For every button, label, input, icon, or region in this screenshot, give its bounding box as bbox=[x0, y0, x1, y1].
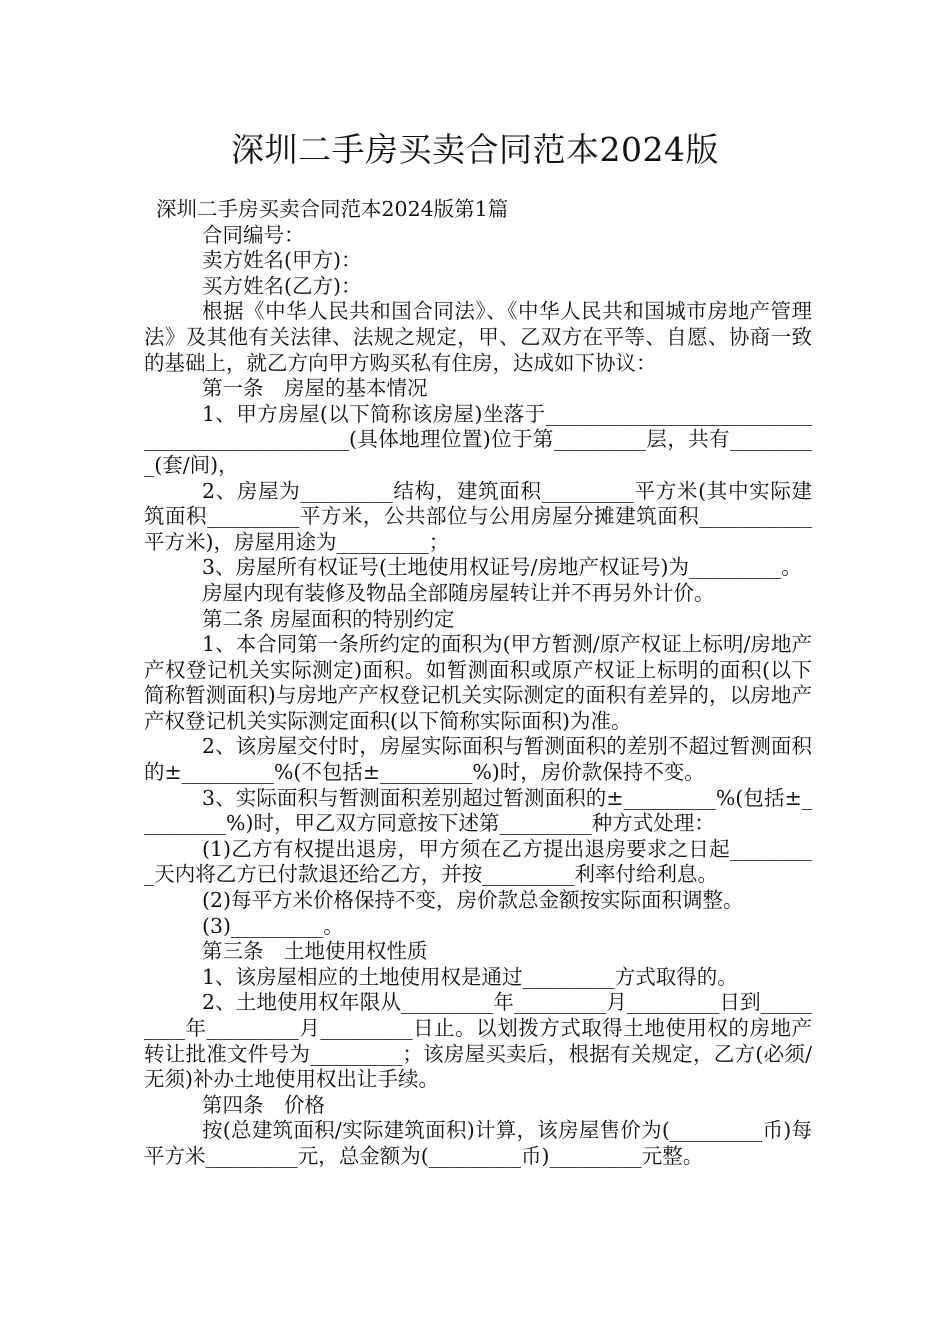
article-2-option-2: (2)每平方米价格保持不变，房价款总金额按实际面积调整。 bbox=[202, 888, 744, 913]
article-2-heading: 第二条 房屋面积的特别约定 bbox=[202, 606, 455, 631]
contract-number-line: 合同编号： bbox=[202, 222, 305, 247]
document-subtitle: 深圳二手房买卖合同范本2024版第1篇 bbox=[156, 197, 509, 221]
article-1-heading: 第一条 房屋的基本情况 bbox=[202, 376, 428, 401]
article-2-item-3: 3、实际面积与暂测面积差别超过暂测面积的±_________%(包括±_________%)时，甲乙双方同意按下述第_________种方式处理： bbox=[144, 785, 812, 836]
seller-name-line: 卖方姓名(甲方)： bbox=[202, 248, 362, 273]
article-1-item-2: 2、房屋为_________结构，建筑面积_________平方米(其中实际建筑面积_________平方米，公共部位与公用房屋分摊建筑面积___________平方米)，房屋用途为_________； bbox=[144, 478, 812, 554]
article-4-heading: 第四条 价格 bbox=[202, 1092, 325, 1117]
article-3-heading: 第三条 土地使用权性质 bbox=[202, 939, 428, 964]
buyer-name-line: 买方姓名(乙方)： bbox=[202, 273, 362, 298]
document-title: 深圳二手房买卖合同范本2024版 bbox=[231, 130, 719, 169]
article-3-item-2: 2、土地使用权年限从_________年_________月_________日到_________年_________月_________日止。以划拨方式取得土地使用权的房地产转让批准文件号为_________；该房屋买卖后，根据有关规定，乙方(必须/无须)补办土地使用权出让手续。 bbox=[144, 990, 812, 1092]
article-2-item-2: 2、该房屋交付时，房屋实际面积与暂测面积的差别不超过暂测面积的±_________%(不包括±_________%)时，房价款保持不变。 bbox=[144, 734, 812, 785]
article-1-note: 房屋内现有装修及物品全部随房屋转让并不再另外计价。 bbox=[202, 580, 715, 605]
document-body bbox=[144, 197, 812, 1170]
article-1-item-3: 3、房屋所有权证号(土地使用权证号/房地产权证号)为_________。 bbox=[202, 555, 802, 580]
article-2-option-1: (1)乙方有权提出退房，甲方须在乙方提出退房要求之日起_________天内将乙方已付款退还给乙方，并按_________利率付给利息。 bbox=[144, 836, 812, 887]
article-2-item-1: 1、本合同第一条所约定的面积为(甲方暂测/原产权证上标明/房地产产权登记机关实际测定)面积。如暂测面积或原产权证上标明的面积(以下简称暂测面积)与房地产产权登记机关实际测定的面积有差异的，以房地产产权登记机关实际测定面积(以下简称实际面积)为准。 bbox=[144, 632, 812, 733]
article-2-option-3: (3)_________。 bbox=[202, 913, 344, 938]
article-3-item-1: 1、该房屋相应的土地使用权是通过_________方式取得的。 bbox=[202, 964, 738, 989]
article-1-item-1: 1、甲方房屋(以下简称该房屋)坐落于______________________________________________(具体地理位置)位于第_________层，共有_________(套/间)， bbox=[144, 401, 812, 477]
article-4-price-line: 按(总建筑面积/实际建筑面积)计算，该房屋售价为(_________币)每平方米_________元，总金额为(_________币)_________元整。 bbox=[144, 1118, 812, 1168]
preamble-paragraph: 根据《中华人民共和国合同法》、《中华人民共和国城市房地产管理法》及其他有关法律、法规之规定，甲、乙双方在平等、自愿、协商一致的基础上，就乙方向甲方购买私有住房，达成如下协议： bbox=[144, 299, 812, 375]
